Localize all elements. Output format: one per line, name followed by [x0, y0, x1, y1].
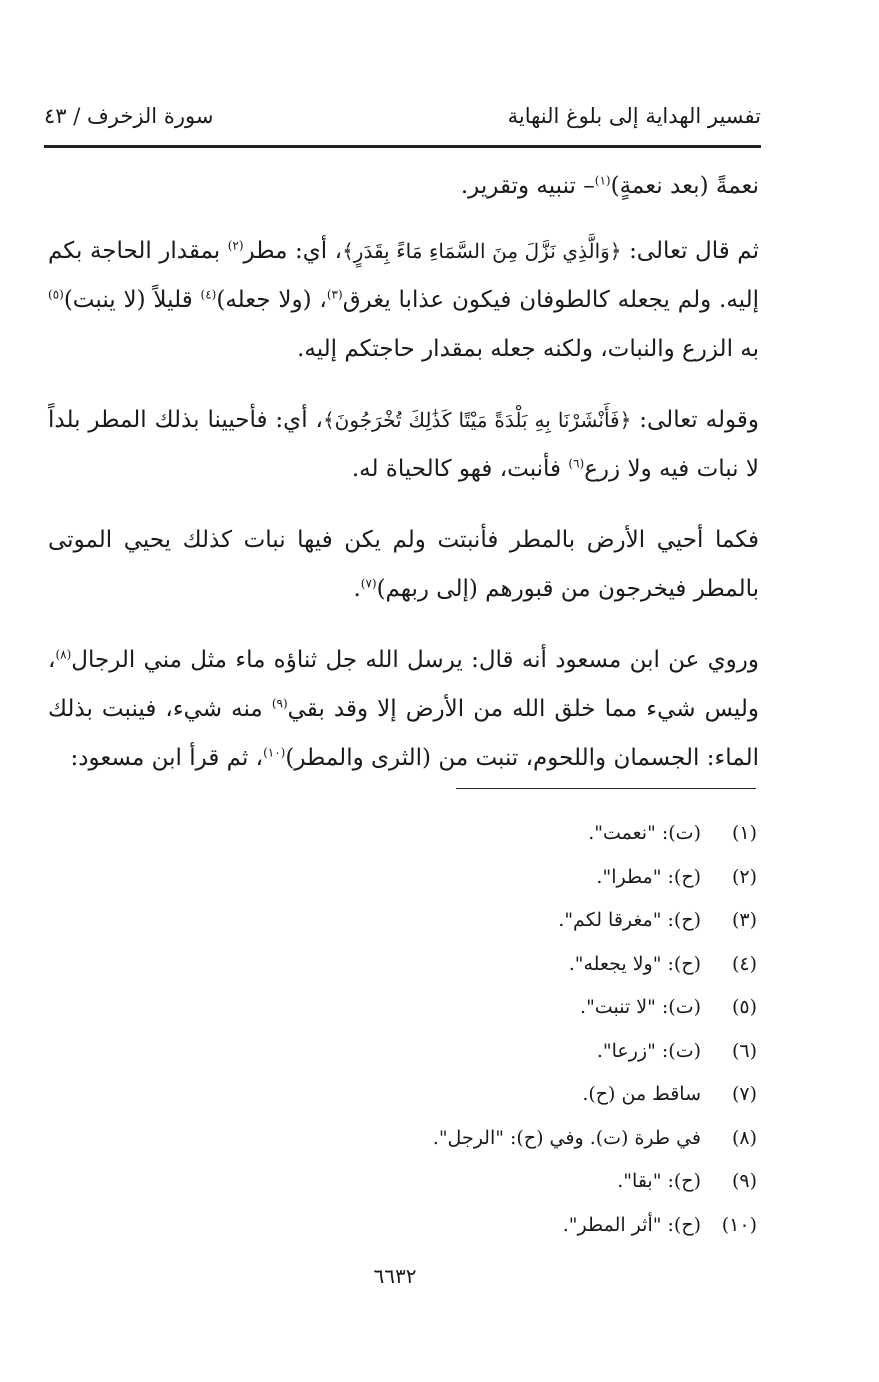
footnote-item	[337, 1204, 757, 1248]
text-run: ، أي: فأحيينا بذلك المطر بلداً لا نبات فيه ولا زرع	[48, 407, 759, 482]
footnote-number: (٣)	[731, 909, 757, 931]
footnote-item	[337, 986, 757, 1030]
footnote-item	[337, 1117, 757, 1161]
text-run: ، (ولا جعله)	[216, 287, 327, 313]
text-run: نعمةً (بعد نعمةٍ)	[610, 173, 759, 199]
footnote-number: (١)	[731, 822, 757, 844]
footnote-number: (٢)	[731, 865, 757, 888]
footnote-number: (٧)	[731, 1083, 757, 1105]
text-run: ثم قال تعالى:	[621, 238, 759, 264]
footnote-text: (ح): "مطرا".	[596, 865, 701, 888]
text-run: ، وليس شيء مما خلق الله من الأرض إلا وقد بقي	[48, 647, 759, 722]
footnote-item	[337, 1030, 757, 1074]
footnote-number: (٩)	[731, 1170, 757, 1192]
header-rule	[44, 145, 761, 148]
footnote-text: (ت): "زرعا".	[596, 1039, 701, 1062]
quran-verse: ﴿فَأَنْشَرْنَا بِهِ بَلْدَةً مَيْتًا كَذَٰلِكَ تُخْرَجُونَ﴾	[322, 408, 632, 432]
footnote-ref[interactable]: (٨)	[55, 647, 72, 662]
footnote-ref[interactable]: (٥)	[48, 287, 64, 302]
footnote-text: (ح): "أثر المطر".	[562, 1213, 701, 1236]
footnote-text: (ت): "لا تنبت".	[580, 996, 701, 1018]
text-run: فأنبت، فهو كالحياة له.	[351, 456, 569, 482]
quran-verse: ﴿وَالَّذِي نَزَّلَ مِنَ السَّمَاءِ مَاءً بِقَدَرٍ﴾	[342, 239, 622, 263]
footnote-number: (٤)	[731, 952, 757, 975]
footnote-item	[337, 856, 757, 900]
footnote-number: (٨)	[731, 1126, 757, 1149]
footnote-number: (٦)	[731, 1039, 757, 1062]
footnote-ref[interactable]: (٩)	[271, 696, 288, 711]
footnote-ref[interactable]: (٣)	[326, 287, 343, 302]
paragraph-5	[48, 636, 759, 783]
footnote-separator	[456, 788, 756, 789]
footnote-item	[337, 1160, 757, 1204]
footnote-text: (ح): "ولا يجعله".	[568, 952, 701, 975]
text-run: ، أي: مطر	[243, 238, 343, 264]
paragraph-2	[48, 227, 759, 374]
footnote-item	[337, 1073, 757, 1117]
footnote-text: (ح): "مغرقا لكم".	[558, 909, 701, 931]
text-run: بمقدار الحاجة بكم إليه. ولم يجعله كالطوفان فيكون عذابا يغرق	[48, 238, 759, 313]
footnote-ref[interactable]: (٧)	[360, 576, 377, 591]
footnote-item	[337, 943, 757, 987]
text-run: فكما أحيي الأرض بالمطر فأنبتت ولم يكن فيها نبات كذلك يحيي الموتى بالمطر فيخرجون من قبورهم (إلى ربهم)	[48, 527, 759, 602]
paragraph-1	[48, 162, 759, 211]
footnote-ref[interactable]: (٦)	[568, 456, 585, 471]
footnote-text: ساقط من (ح).	[582, 1083, 701, 1105]
surah-reference: سورة الزخرف / ٤٣	[44, 104, 214, 128]
book-title: تفسير الهداية إلى بلوغ النهاية	[507, 104, 761, 128]
footnote-ref[interactable]: (١٠)	[263, 745, 286, 760]
paragraph-3	[48, 396, 759, 494]
footnote-text: (ت): "نعمت".	[588, 822, 701, 844]
footnote-ref[interactable]: (٤)	[200, 287, 217, 302]
text-run: .	[353, 576, 361, 602]
text-run: قليلاً (لا ينبت)	[63, 287, 201, 313]
text-run: – تنبيه وتقرير.	[460, 173, 595, 199]
text-run: منه شيء، فينبت بذلك الماء: الجسمان واللحوم، تنبت من (الثرى والمطر)	[48, 696, 759, 771]
footnotes-list	[337, 812, 757, 1247]
footnote-item	[337, 812, 757, 856]
footnote-number: (١٠)	[721, 1213, 757, 1236]
page-number: ٦٦٣٢	[373, 1264, 417, 1288]
paragraph-4	[48, 516, 759, 614]
running-header	[44, 96, 761, 136]
footnote-item	[337, 899, 757, 943]
footnote-ref[interactable]: (١)	[594, 173, 611, 188]
text-run: به الزرع والنبات، ولكنه جعله بمقدار حاجتكم إليه.	[297, 336, 759, 362]
text-run: وقوله تعالى:	[631, 407, 759, 433]
text-run: وروي عن ابن مسعود أنه قال: يرسل الله جل ثناؤه ماء مثل مني الرجال	[71, 647, 759, 673]
footnote-number: (٥)	[731, 996, 757, 1018]
footnote-text: (ح): "بقا".	[617, 1170, 701, 1192]
footnote-ref[interactable]: (٢)	[227, 238, 244, 253]
main-text	[48, 162, 759, 805]
footnote-text: في طرة (ت). وفي (ح): "الرجل".	[432, 1126, 701, 1149]
text-run: ، ثم قرأ ابن مسعود:	[70, 745, 264, 771]
